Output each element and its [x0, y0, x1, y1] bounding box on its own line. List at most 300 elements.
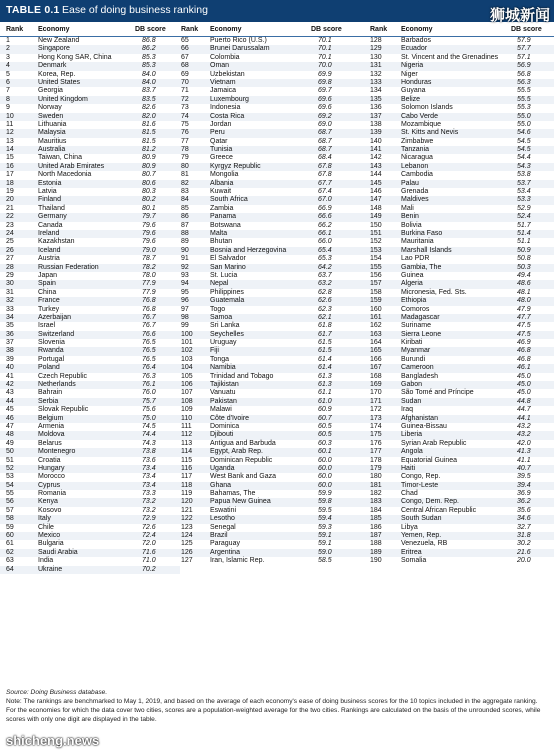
cell-rank: 10	[6, 112, 14, 120]
cell-rank: 63	[6, 557, 14, 565]
cell-rank: 187	[370, 532, 382, 540]
cell-score: 52.4	[517, 213, 531, 221]
table-row	[0, 347, 180, 355]
cell-rank: 111	[181, 422, 192, 430]
cell-rank: 82	[181, 179, 189, 187]
cell-score: 79.7	[142, 213, 156, 221]
cell-rank: 52	[6, 464, 14, 472]
cell-rank: 70	[181, 78, 189, 86]
cell-economy: Trinidad and Tobago	[210, 372, 274, 380]
cell-rank: 144	[370, 171, 382, 179]
cell-score: 76.8	[142, 305, 156, 313]
cell-score: 79.6	[142, 221, 156, 229]
cell-rank: 118	[181, 481, 193, 489]
table-row	[180, 113, 367, 121]
table-row	[0, 163, 180, 171]
cell-rank: 174	[370, 422, 382, 430]
cell-score: 69.6	[318, 95, 332, 103]
table-row	[367, 381, 554, 389]
table-row	[180, 364, 367, 372]
cell-score: 76.7	[142, 313, 156, 321]
cell-rank: 134	[370, 87, 382, 95]
cell-score: 78.7	[142, 255, 156, 263]
table-row	[180, 532, 367, 540]
cell-rank: 18	[6, 179, 14, 187]
cell-score: 76.5	[142, 339, 156, 347]
cell-economy: United Kingdom	[38, 95, 88, 103]
cell-economy: Belgium	[38, 414, 64, 422]
table-row	[0, 213, 180, 221]
table-row	[180, 45, 367, 53]
cell-score: 41.3	[517, 448, 531, 456]
table-row	[0, 473, 180, 481]
cell-rank: 160	[370, 305, 382, 313]
cell-rank: 122	[181, 515, 193, 523]
cell-economy: Ecuador	[401, 45, 428, 53]
table-title: Ease of doing business ranking	[62, 4, 208, 16]
table-row	[0, 440, 180, 448]
table-row	[180, 146, 367, 154]
cell-economy: Paraguay	[210, 540, 240, 548]
cell-economy: Iran, Islamic Rep.	[210, 557, 265, 565]
cell-rank: 86	[181, 213, 189, 221]
cell-rank: 23	[6, 221, 14, 229]
cell-rank: 97	[181, 305, 189, 313]
cell-rank: 14	[6, 146, 14, 154]
table-column-3	[367, 22, 554, 566]
cell-rank: 45	[6, 406, 14, 414]
cell-rank: 157	[370, 280, 382, 288]
cell-rank: 116	[181, 464, 193, 472]
table-row	[180, 406, 367, 414]
cell-rank: 121	[181, 506, 193, 514]
table-row	[180, 297, 367, 305]
cell-rank: 153	[370, 246, 382, 254]
cell-score: 65.3	[318, 255, 332, 263]
cell-rank: 37	[6, 339, 14, 347]
cell-rank: 184	[370, 506, 382, 514]
cell-rank: 165	[370, 347, 382, 355]
cell-score: 80.6	[142, 179, 156, 187]
cell-score: 79.6	[142, 229, 156, 237]
cell-score: 59.1	[318, 532, 332, 540]
table-row	[367, 213, 554, 221]
cell-economy: Guinea-Bissau	[401, 422, 447, 430]
table-row	[367, 272, 554, 280]
table-row	[180, 213, 367, 221]
rank-header: Rank	[6, 26, 24, 33]
cell-economy: Zambia	[210, 204, 234, 212]
cell-score: 83.5	[142, 95, 156, 103]
cell-rank: 137	[370, 112, 382, 120]
cell-economy: Gambia, The	[401, 263, 442, 271]
cell-score: 78.0	[142, 271, 156, 279]
cell-economy: Myanmar	[401, 347, 431, 355]
table-row	[0, 264, 180, 272]
cell-score: 68.4	[318, 154, 332, 162]
cell-score: 61.3	[318, 372, 332, 380]
cell-economy: Greece	[210, 154, 233, 162]
cell-economy: Brunei Darussalam	[210, 45, 270, 53]
cell-economy: Namibia	[210, 364, 236, 372]
cell-score: 68.7	[318, 146, 332, 154]
cell-score: 75.0	[142, 414, 156, 422]
cell-score: 40.7	[517, 464, 531, 472]
cell-economy: Mauritius	[38, 137, 67, 145]
cell-rank: 186	[370, 523, 382, 531]
cell-rank: 189	[370, 548, 382, 556]
table-row	[367, 188, 554, 196]
cell-economy: Ethiopia	[401, 297, 427, 305]
cell-score: 66.6	[318, 213, 332, 221]
column-header	[367, 22, 554, 37]
cell-economy: Korea, Rep.	[38, 70, 76, 78]
economy-header: Economy	[38, 26, 70, 33]
table-row	[0, 415, 180, 423]
cell-economy: Iraq	[401, 406, 414, 414]
cell-rank: 158	[370, 288, 382, 296]
cell-rank: 40	[6, 364, 14, 372]
table-row	[0, 205, 180, 213]
cell-score: 76.5	[142, 347, 156, 355]
cell-economy: Haiti	[401, 464, 416, 472]
cell-rank: 74	[181, 112, 189, 120]
cell-rank: 78	[181, 146, 189, 154]
cell-score: 61.0	[318, 397, 332, 405]
cell-economy: Albania	[210, 179, 234, 187]
cell-economy: Canada	[38, 221, 63, 229]
cell-economy: Barbados	[401, 37, 431, 44]
cell-score: 80.9	[142, 154, 156, 162]
cell-score: 55.0	[517, 112, 531, 120]
cell-economy: Samoa	[210, 313, 233, 321]
cell-economy: Sudan	[401, 397, 422, 405]
cell-economy: Lithuania	[38, 120, 67, 128]
table-row	[367, 532, 554, 540]
cell-rank: 127	[181, 557, 193, 565]
cell-rank: 60	[6, 532, 14, 540]
cell-score: 63.7	[318, 271, 332, 279]
cell-economy: Ukraine	[38, 565, 63, 573]
cell-rank: 47	[6, 422, 14, 430]
cell-economy: Somalia	[401, 557, 427, 565]
table-row	[367, 490, 554, 498]
cell-economy: Congo, Dem. Rep.	[401, 498, 459, 506]
table-row	[0, 171, 180, 179]
table-row	[180, 289, 367, 297]
cell-economy: Burkina Faso	[401, 229, 443, 237]
cell-score: 59.3	[318, 523, 332, 531]
table-row	[367, 196, 554, 204]
cell-economy: Mozambique	[401, 120, 442, 128]
cell-economy: Peru	[210, 129, 225, 137]
cell-score: 47.7	[517, 313, 531, 321]
cell-score: 67.0	[318, 196, 332, 204]
cell-rank: 178	[370, 456, 382, 464]
cell-economy: Japan	[38, 271, 58, 279]
table-row	[180, 398, 367, 406]
table-row	[367, 104, 554, 112]
table-row	[367, 423, 554, 431]
cell-rank: 164	[370, 339, 382, 347]
cell-score: 79.0	[142, 246, 156, 254]
table-row	[0, 37, 180, 45]
table-row	[180, 280, 367, 288]
cell-economy: Vanuatu	[210, 389, 236, 397]
cell-score: 67.8	[318, 171, 332, 179]
table-row	[180, 322, 367, 330]
table-row	[0, 45, 180, 53]
table-row	[180, 180, 367, 188]
cell-score: 49.4	[517, 271, 531, 279]
table-row	[0, 196, 180, 204]
cell-score: 59.1	[318, 540, 332, 548]
cell-score: 45.0	[517, 389, 531, 397]
table-row	[367, 398, 554, 406]
cell-rank: 66	[181, 45, 189, 53]
cell-rank: 141	[370, 146, 382, 154]
cell-rank: 126	[181, 548, 193, 556]
cell-score: 76.3	[142, 372, 156, 380]
cell-score: 45.0	[517, 372, 531, 380]
table-row	[0, 322, 180, 330]
cell-economy: Guinea	[401, 271, 424, 279]
cell-score: 69.6	[318, 104, 332, 112]
cell-score: 73.8	[142, 448, 156, 456]
cell-economy: Mexico	[38, 532, 61, 540]
rows-col-2	[180, 37, 367, 566]
cell-rank: 1	[6, 37, 10, 44]
cell-economy: Eritrea	[401, 548, 422, 556]
table-row	[367, 121, 554, 129]
cell-rank: 44	[6, 397, 14, 405]
cell-rank: 179	[370, 464, 382, 472]
cell-score: 43.2	[517, 422, 531, 430]
cell-rank: 183	[370, 498, 382, 506]
cell-rank: 147	[370, 196, 382, 204]
cell-score: 84.0	[142, 70, 156, 78]
table-row	[367, 230, 554, 238]
cell-score: 61.8	[318, 322, 332, 330]
cell-economy: Ghana	[210, 481, 232, 489]
cell-economy: Dominica	[210, 422, 240, 430]
table-row	[367, 356, 554, 364]
cell-score: 54.5	[517, 146, 531, 154]
cell-economy: Azerbaijan	[38, 313, 72, 321]
cell-economy: Togo	[210, 305, 226, 313]
cell-score: 81.6	[142, 120, 156, 128]
cell-rank: 173	[370, 414, 382, 422]
cell-economy: Senegal	[210, 523, 236, 531]
table-row	[367, 515, 554, 523]
score-header: DB score	[311, 26, 342, 33]
table-row	[180, 540, 367, 548]
table-row	[0, 297, 180, 305]
cell-economy: Botswana	[210, 221, 241, 229]
table-row	[180, 507, 367, 515]
table-row	[0, 104, 180, 112]
cell-rank: 185	[370, 515, 382, 523]
table-row	[367, 415, 554, 423]
cell-score: 60.1	[318, 448, 332, 456]
cell-score: 54.6	[517, 129, 531, 137]
cell-rank: 15	[6, 154, 14, 162]
cell-rank: 26	[6, 246, 14, 254]
cell-economy: Lao PDR	[401, 255, 430, 263]
cell-score: 80.2	[142, 196, 156, 204]
table-row	[180, 238, 367, 246]
cell-economy: Malaysia	[38, 129, 66, 137]
cell-rank: 148	[370, 204, 382, 212]
table-row	[0, 230, 180, 238]
cell-score: 78.2	[142, 263, 156, 271]
table-row	[0, 188, 180, 196]
cell-score: 60.5	[318, 422, 332, 430]
cell-economy: Djibouti	[210, 431, 234, 439]
cell-economy: St. Kitts and Nevis	[401, 129, 459, 137]
cell-rank: 79	[181, 154, 189, 162]
table-row	[180, 440, 367, 448]
cell-economy: Lesotho	[210, 515, 235, 523]
cell-economy: Uganda	[210, 464, 235, 472]
cell-score: 56.8	[517, 70, 531, 78]
cell-economy: Moldova	[38, 431, 65, 439]
cell-rank: 180	[370, 473, 382, 481]
rank-header: Rank	[181, 26, 199, 33]
cell-score: 76.7	[142, 322, 156, 330]
cell-score: 74.3	[142, 439, 156, 447]
cell-score: 61.5	[318, 347, 332, 355]
cell-rank: 150	[370, 221, 382, 229]
table-row	[180, 498, 367, 506]
cell-economy: Kiribati	[401, 339, 423, 347]
cell-economy: Bahamas, The	[210, 490, 256, 498]
cell-score: 72.9	[142, 515, 156, 523]
cell-score: 30.2	[517, 540, 531, 548]
table-row	[180, 96, 367, 104]
table-row	[367, 129, 554, 137]
cell-economy: Timor-Leste	[401, 481, 439, 489]
cell-economy: United States	[38, 78, 81, 86]
cell-rank: 31	[6, 288, 14, 296]
cell-economy: Dominican Republic	[210, 456, 273, 464]
cell-score: 55.5	[517, 87, 531, 95]
cell-economy: Belarus	[38, 439, 62, 447]
table-row	[367, 448, 554, 456]
table-row	[367, 373, 554, 381]
cell-score: 47.9	[517, 305, 531, 313]
cell-rank: 88	[181, 229, 189, 237]
table-row	[367, 297, 554, 305]
table-row	[367, 331, 554, 339]
table-row	[0, 331, 180, 339]
table-row	[0, 457, 180, 465]
cell-rank: 5	[6, 70, 10, 78]
cell-score: 32.7	[517, 523, 531, 531]
cell-economy: St. Lucia	[210, 271, 238, 279]
cell-economy: Philippines	[210, 288, 244, 296]
cell-rank: 123	[181, 523, 193, 531]
cell-rank: 21	[6, 204, 14, 212]
cell-economy: Denmark	[38, 62, 67, 70]
cell-rank: 107	[181, 389, 193, 397]
cell-rank: 162	[370, 322, 382, 330]
table-row	[180, 129, 367, 137]
table-row	[180, 230, 367, 238]
rows-col-1	[0, 37, 180, 574]
cell-rank: 50	[6, 448, 14, 456]
cell-economy: Liberia	[401, 431, 423, 439]
watermark-logo: 狮城新闻	[489, 7, 550, 24]
cell-economy: Algeria	[401, 280, 423, 288]
cell-economy: Afghanistan	[401, 414, 438, 422]
cell-economy: Netherlands	[38, 381, 76, 389]
cell-rank: 154	[370, 255, 382, 263]
cell-rank: 6	[6, 78, 10, 86]
cell-rank: 167	[370, 364, 382, 372]
cell-score: 61.7	[318, 330, 332, 338]
cell-economy: Cabo Verde	[401, 112, 438, 120]
cell-score: 53.7	[517, 179, 531, 187]
cell-economy: Singapore	[38, 45, 70, 53]
cell-economy: Pakistan	[210, 397, 237, 405]
cell-rank: 98	[181, 313, 189, 321]
cell-rank: 42	[6, 381, 14, 389]
cell-rank: 85	[181, 204, 189, 212]
cell-economy: Rwanda	[38, 347, 64, 355]
table-row	[0, 364, 180, 372]
cell-rank: 53	[6, 473, 14, 481]
cell-score: 59.9	[318, 490, 332, 498]
cell-score: 67.8	[318, 162, 332, 170]
cell-economy: Madagascar	[401, 313, 440, 321]
cell-score: 80.7	[142, 171, 156, 179]
cell-rank: 99	[181, 322, 189, 330]
cell-score: 72.6	[142, 523, 156, 531]
cell-score: 46.9	[517, 339, 531, 347]
cell-score: 39.5	[517, 473, 531, 481]
cell-score: 50.9	[517, 246, 531, 254]
cell-score: 73.6	[142, 456, 156, 464]
table-row	[367, 255, 554, 263]
cell-economy: Morocco	[38, 473, 65, 481]
cell-economy: Congo, Rep.	[401, 473, 441, 481]
cell-economy: São Tomé and Príncipe	[401, 389, 474, 397]
cell-rank: 105	[181, 372, 193, 380]
cell-economy: Tajikistan	[210, 381, 239, 389]
cell-score: 61.4	[318, 355, 332, 363]
cell-score: 60.7	[318, 414, 332, 422]
cell-rank: 177	[370, 448, 382, 456]
cell-score: 51.4	[517, 229, 531, 237]
table-row	[180, 62, 367, 70]
table-row	[180, 415, 367, 423]
cell-rank: 48	[6, 431, 14, 439]
cell-score: 84.0	[142, 78, 156, 86]
cell-score: 51.7	[517, 221, 531, 229]
table-row	[180, 138, 367, 146]
cell-economy: Maldives	[401, 196, 429, 204]
cell-score: 35.6	[517, 506, 531, 514]
cell-rank: 159	[370, 297, 382, 305]
table-row	[180, 490, 367, 498]
cell-economy: Chad	[401, 490, 418, 498]
cell-score: 73.4	[142, 481, 156, 489]
table-row	[367, 205, 554, 213]
cell-score: 48.0	[517, 297, 531, 305]
cell-score: 76.0	[142, 389, 156, 397]
cell-rank: 62	[6, 548, 14, 556]
